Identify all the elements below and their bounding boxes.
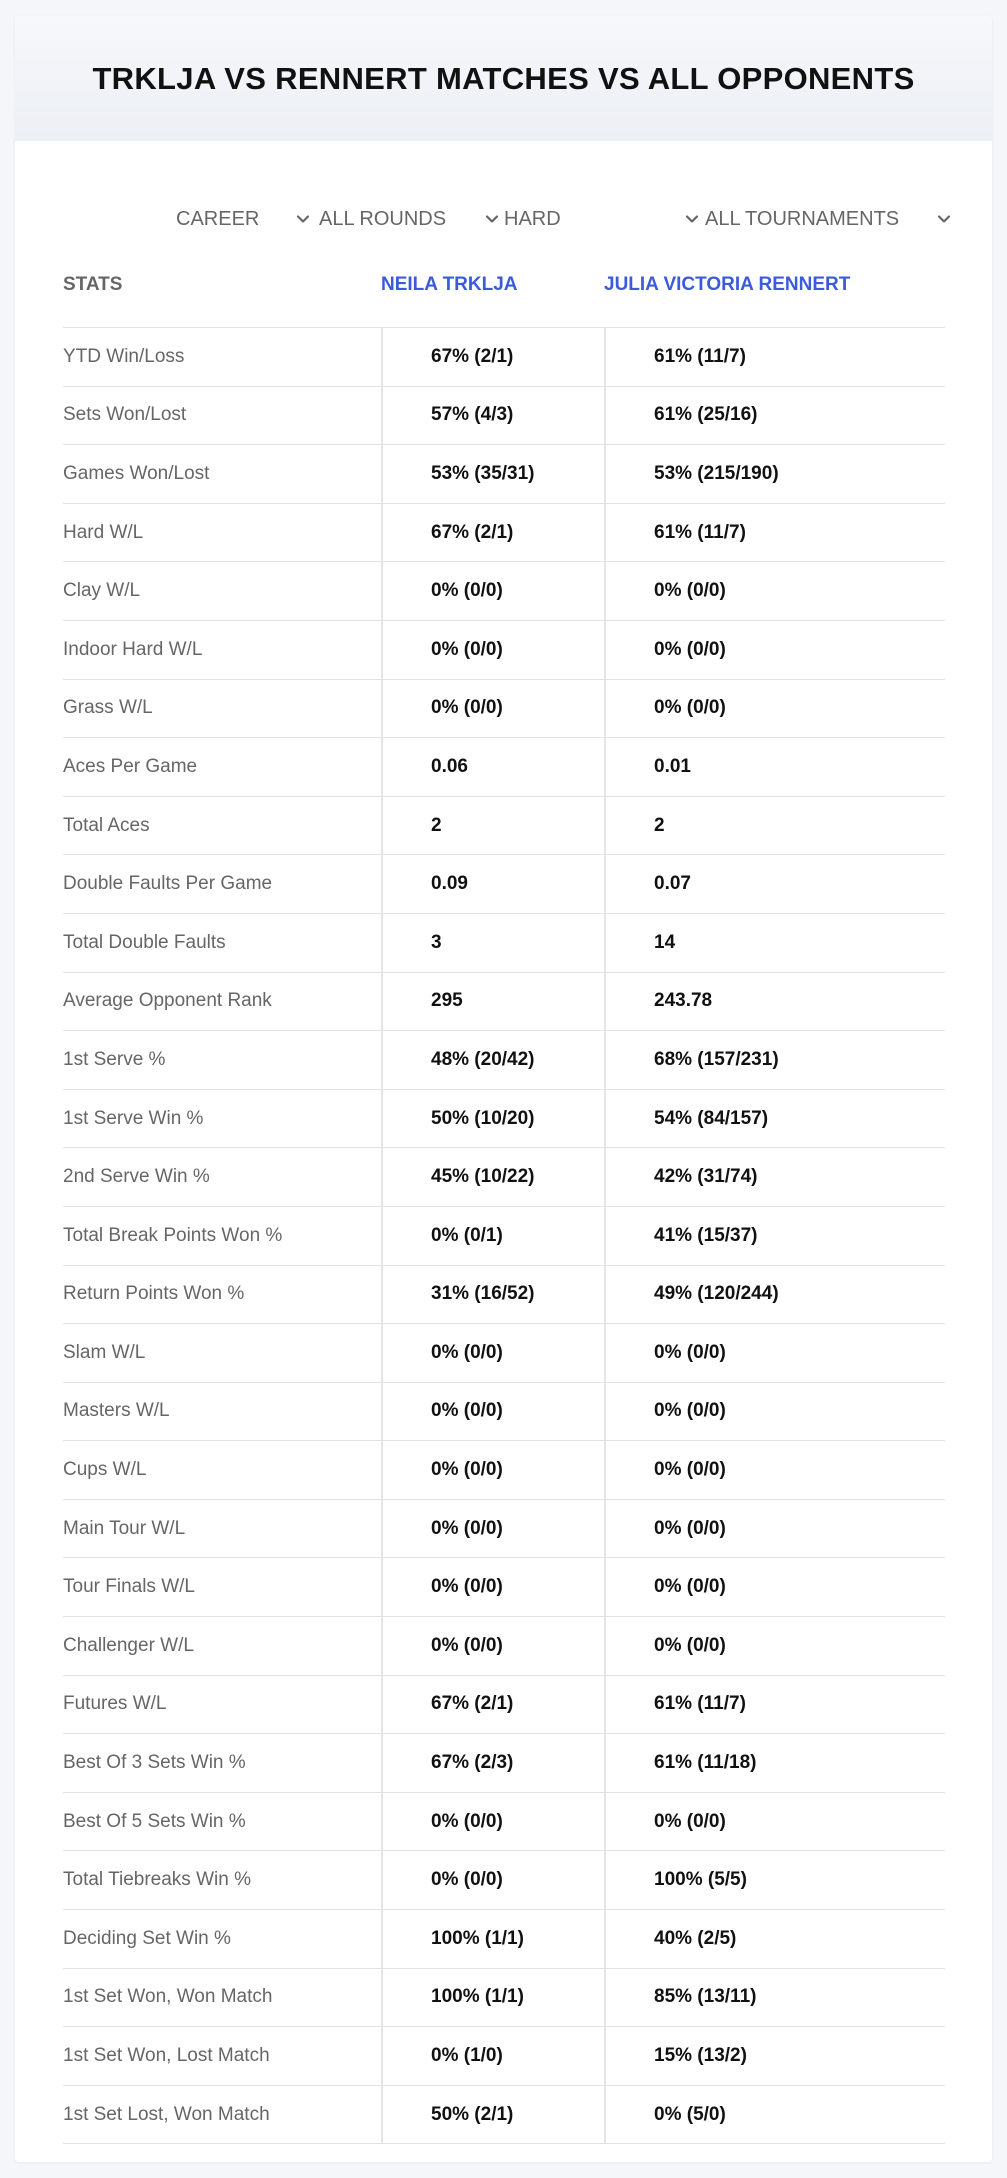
stat-label: Indoor Hard W/L <box>63 638 203 660</box>
player1-value: 0% (0/0) <box>381 1617 604 1675</box>
filter-bar <box>15 188 992 250</box>
player1-value: 67% (2/1) <box>381 328 604 386</box>
round-select-value: ALL ROUNDS <box>319 207 447 230</box>
player2-value: 0.01 <box>604 738 945 796</box>
table-row <box>63 1500 945 1559</box>
table-row <box>63 1031 945 1090</box>
stat-label: 1st Serve Win % <box>63 1107 204 1129</box>
player2-value: 0% (0/0) <box>604 1558 945 1616</box>
chevron-down-icon <box>292 208 314 230</box>
stat-label: Tour Finals W/L <box>63 1576 195 1598</box>
period-select-value: CAREER <box>176 207 260 230</box>
table-row <box>63 1148 945 1207</box>
table-row <box>63 680 945 739</box>
player2-value: 42% (31/74) <box>604 1148 945 1206</box>
table-row <box>63 1441 945 1500</box>
player1-value: 0% (0/0) <box>381 1558 604 1616</box>
stat-label: Return Points Won % <box>63 1283 245 1305</box>
table-row <box>63 387 945 446</box>
player2-value: 61% (11/7) <box>604 1676 945 1734</box>
table-row <box>63 1324 945 1383</box>
table-row <box>63 562 945 621</box>
stat-label: Challenger W/L <box>63 1634 194 1656</box>
table-row <box>63 1793 945 1852</box>
table-row <box>63 504 945 563</box>
stat-label: 1st Set Won, Won Match <box>63 1986 273 2008</box>
table-row <box>63 1207 945 1266</box>
stat-label: YTD Win/Loss <box>63 345 185 367</box>
player2-value: 100% (5/5) <box>604 1851 945 1909</box>
player2-value: 15% (13/2) <box>604 2027 945 2085</box>
player2-value: 61% (11/7) <box>604 504 945 562</box>
stat-label: Clay W/L <box>63 580 141 602</box>
player1-value: 3 <box>381 914 604 972</box>
player2-value: 0% (0/0) <box>604 1383 945 1441</box>
stats-table-body <box>63 328 945 2144</box>
table-row <box>63 621 945 680</box>
table-row <box>63 1383 945 1442</box>
surface-select-value: HARD <box>504 207 561 230</box>
player1-column-header[interactable]: NEILA TRKLJA <box>381 274 518 295</box>
player1-value: 0% (0/0) <box>381 1441 604 1499</box>
player1-value: 53% (35/31) <box>381 445 604 503</box>
chevron-down-icon <box>481 208 503 230</box>
surface-select[interactable] <box>504 188 703 250</box>
table-row <box>63 1676 945 1735</box>
stats-column-header: STATS <box>63 274 123 295</box>
table-row <box>63 1617 945 1676</box>
stat-label: Best Of 5 Sets Win % <box>63 1810 246 1832</box>
stat-label: Total Tiebreaks Win % <box>63 1869 251 1891</box>
stat-label: Sets Won/Lost <box>63 404 187 426</box>
player1-value: 295 <box>381 973 604 1031</box>
player1-value: 67% (2/3) <box>381 1734 604 1792</box>
player1-value: 0% (0/0) <box>381 1851 604 1909</box>
player2-value: 243.78 <box>604 973 945 1031</box>
round-select[interactable] <box>319 188 503 250</box>
table-row <box>63 738 945 797</box>
stat-label: Games Won/Lost <box>63 462 210 484</box>
player1-value: 0% (0/0) <box>381 1383 604 1441</box>
table-header <box>63 250 945 328</box>
table-row <box>63 1090 945 1149</box>
player2-value: 85% (13/11) <box>604 1969 945 2027</box>
player2-column-header[interactable]: JULIA VICTORIA RENNERT <box>604 274 851 295</box>
stat-label: Average Opponent Rank <box>63 990 272 1012</box>
page-title: TRKLJA VS RENNERT MATCHES VS ALL OPPONENTS <box>92 60 915 96</box>
player2-value: 0.07 <box>604 855 945 913</box>
player1-value: 0.09 <box>381 855 604 913</box>
player2-value: 40% (2/5) <box>604 1910 945 1968</box>
stat-label: Futures W/L <box>63 1693 167 1715</box>
player1-value: 100% (1/1) <box>381 1969 604 2027</box>
player2-value: 0% (5/0) <box>604 2086 945 2144</box>
player1-value: 2 <box>381 797 604 855</box>
player2-value: 53% (215/190) <box>604 445 945 503</box>
stat-label: 2nd Serve Win % <box>63 1166 210 1188</box>
player2-value: 2 <box>604 797 945 855</box>
player1-value: 0% (0/0) <box>381 1500 604 1558</box>
player2-value: 0% (0/0) <box>604 621 945 679</box>
player1-value: 45% (10/22) <box>381 1148 604 1206</box>
stat-label: Hard W/L <box>63 521 144 543</box>
chevron-down-icon <box>681 208 703 230</box>
player2-value: 0% (0/0) <box>604 1500 945 1558</box>
stat-label: Best Of 3 Sets Win % <box>63 1752 246 1774</box>
stat-label: Deciding Set Win % <box>63 1927 231 1949</box>
tournament-select[interactable] <box>705 188 955 250</box>
stat-label: Main Tour W/L <box>63 1517 186 1539</box>
stats-card <box>15 16 992 2162</box>
player2-value: 0% (0/0) <box>604 562 945 620</box>
tournament-select-value: ALL TOURNAMENTS <box>705 207 900 230</box>
table-row <box>63 1910 945 1969</box>
period-select[interactable] <box>176 188 314 250</box>
player1-value: 0.06 <box>381 738 604 796</box>
player2-value: 61% (11/7) <box>604 328 945 386</box>
stat-label: Total Break Points Won % <box>63 1224 283 1246</box>
player1-value: 67% (2/1) <box>381 1676 604 1734</box>
table-row <box>63 445 945 504</box>
player1-value: 0% (0/1) <box>381 1207 604 1265</box>
table-row <box>63 2027 945 2086</box>
player2-value: 68% (157/231) <box>604 1031 945 1089</box>
player2-value: 54% (84/157) <box>604 1090 945 1148</box>
stat-label: Grass W/L <box>63 697 153 719</box>
stat-label: Slam W/L <box>63 1341 146 1363</box>
player1-value: 48% (20/42) <box>381 1031 604 1089</box>
table-row <box>63 328 945 387</box>
player1-value: 0% (0/0) <box>381 621 604 679</box>
stat-label: Double Faults Per Game <box>63 873 273 895</box>
player2-value: 0% (0/0) <box>604 1324 945 1382</box>
player2-value: 0% (0/0) <box>604 1793 945 1851</box>
player1-value: 50% (10/20) <box>381 1090 604 1148</box>
stat-label: Masters W/L <box>63 1400 170 1422</box>
player1-value: 0% (1/0) <box>381 2027 604 2085</box>
stat-label: Total Double Faults <box>63 931 226 953</box>
table-row <box>63 1851 945 1910</box>
player1-value: 0% (0/0) <box>381 1324 604 1382</box>
page-header <box>15 16 992 141</box>
player2-value: 0% (0/0) <box>604 680 945 738</box>
table-row <box>63 797 945 856</box>
player1-value: 0% (0/0) <box>381 680 604 738</box>
player1-value: 31% (16/52) <box>381 1266 604 1324</box>
player1-value: 0% (0/0) <box>381 1793 604 1851</box>
player1-value: 67% (2/1) <box>381 504 604 562</box>
table-row <box>63 1266 945 1325</box>
stat-label: 1st Set Won, Lost Match <box>63 2045 270 2067</box>
table-row <box>63 1734 945 1793</box>
player1-value: 57% (4/3) <box>381 387 604 445</box>
player2-value: 0% (0/0) <box>604 1617 945 1675</box>
table-row <box>63 855 945 914</box>
table-row <box>63 973 945 1032</box>
table-row <box>63 2086 945 2145</box>
stat-label: 1st Serve % <box>63 1048 166 1070</box>
player2-value: 61% (25/16) <box>604 387 945 445</box>
player2-value: 14 <box>604 914 945 972</box>
chevron-down-icon <box>933 208 955 230</box>
stat-label: 1st Set Lost, Won Match <box>63 2103 270 2125</box>
player1-value: 50% (2/1) <box>381 2086 604 2144</box>
player2-value: 61% (11/18) <box>604 1734 945 1792</box>
player1-value: 0% (0/0) <box>381 562 604 620</box>
player2-value: 0% (0/0) <box>604 1441 945 1499</box>
stat-label: Cups W/L <box>63 1459 147 1481</box>
table-row <box>63 1969 945 2028</box>
table-row <box>63 1558 945 1617</box>
stat-label: Total Aces <box>63 814 150 836</box>
stat-label: Aces Per Game <box>63 755 198 777</box>
player2-value: 41% (15/37) <box>604 1207 945 1265</box>
table-row <box>63 914 945 973</box>
player1-value: 100% (1/1) <box>381 1910 604 1968</box>
player2-value: 49% (120/244) <box>604 1266 945 1324</box>
